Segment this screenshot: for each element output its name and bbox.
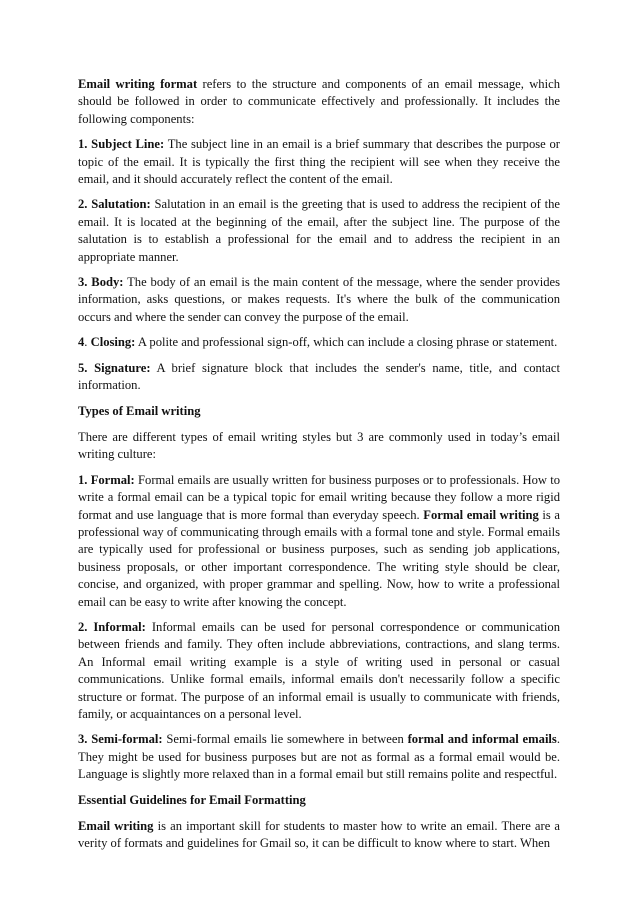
guidelines-heading-text: Essential Guidelines for Email Formatting bbox=[78, 792, 306, 807]
subject-line-label: 1. Subject Line: bbox=[78, 137, 165, 152]
signature-paragraph bbox=[78, 360, 560, 395]
formal-bold-term: Formal email writing bbox=[423, 507, 539, 522]
semiformal-label: 3. Semi-formal: bbox=[78, 732, 163, 747]
subject-line-text: The subject line in an email is a brief summary that describes the purpose or topic of the email. It is typically the first thing the recipient will see when they receive the email, and it should accurately reflect the content of the email. bbox=[78, 137, 560, 187]
closing-label-word: Closing: bbox=[90, 335, 136, 350]
informal-text: Informal emails can be used for personal correspondence or communication between friends and family. They often include abbreviations, contractions, and slang terms. An Informal email writing example is a style of writing used in personal or casual communications. Unlike formal emails, informal emails don't necessarily follow a specific structure or format. The purpose of an informal email is usually to communicate with friends, family, or acquaintances on a personal level. bbox=[78, 619, 560, 721]
body-paragraph bbox=[78, 274, 560, 326]
intro-text: refers to the structure and components of an email message, which should be followed in order to communicate effectively and professionally. It includes the following components: bbox=[78, 77, 560, 126]
semiformal-text-1: Semi-formal emails lie somewhere in between bbox=[162, 732, 408, 747]
formal-text-1: Formal emails are usually written for business purposes or to professionals. How to write a formal email can be a typical topic for email writing because they follow a more rigid format and use language that is more formal than everyday speech. bbox=[78, 472, 561, 522]
guidelines-paragraph bbox=[78, 818, 560, 853]
types-intro-paragraph: There are different types of email writing styles but 3 are commonly used in today’s email writing culture: bbox=[78, 429, 560, 462]
intro-term: Email writing format bbox=[78, 77, 198, 91]
signature-text: A brief signature block that includes the sender's name, title, and contact information. bbox=[78, 360, 560, 393]
subject-line-paragraph bbox=[78, 136, 560, 188]
signature-label: 5. Signature: bbox=[78, 360, 151, 375]
body-text: The body of an email is the main content of the message, where the sender provides information, asks questions, or makes requests. It's where the bulk of the communication occurs and where the sender can convey the purpose of the email. bbox=[78, 275, 560, 324]
formal-text-2: is a professional way of communicating through emails with a formal tone and style. Formal emails are typically used for professional or business purposes, such as sending job applications, business proposals, or other important correspondence. The writing style should be clear, concise, and organized, with proper grammar and spelling. Now, how to write a professional email can be easy to write after knowing the concept. bbox=[78, 507, 560, 609]
closing-text: A polite and professional sign-off, which can include a closing phrase or statement. bbox=[135, 335, 558, 350]
salutation-text: Salutation in an email is the greeting that is used to address the recipient of the email. It is located at the beginning of the email, after the subject line. The purpose of the salutation is to establish a professional for the email and to address the recipient in an appropriate manner. bbox=[78, 197, 560, 264]
types-heading-text: Types of Email writing bbox=[78, 403, 201, 418]
semiformal-bold-term: formal and informal emails bbox=[407, 732, 557, 747]
semiformal-paragraph bbox=[78, 731, 560, 783]
body-label: 3. Body: bbox=[78, 275, 124, 290]
closing-label-dot: . bbox=[84, 335, 91, 350]
salutation-paragraph bbox=[78, 196, 560, 266]
salutation-label: 2. Salutation: bbox=[78, 197, 151, 212]
intro-paragraph bbox=[78, 76, 560, 128]
formal-paragraph bbox=[78, 472, 560, 611]
types-heading bbox=[78, 403, 560, 420]
closing-paragraph bbox=[78, 334, 560, 351]
semiformal-text-2: . They might be used for business purposes but are not as formal as a formal email would be. Language is slightly more relaxed than in a formal email but still remains polite and respectful. bbox=[78, 732, 560, 782]
closing-label-number: 4 bbox=[78, 335, 85, 350]
formal-label: 1. Formal: bbox=[78, 472, 135, 487]
guidelines-text: is an important skill for students to master how to write an email. There are a verity of formats and guidelines for Gmail so, it can be difficult to know where to start. When bbox=[78, 819, 561, 851]
guidelines-term: Email writing bbox=[78, 819, 154, 834]
informal-label: 2. Informal: bbox=[78, 619, 146, 634]
guidelines-heading bbox=[78, 792, 560, 809]
informal-paragraph bbox=[78, 619, 560, 723]
